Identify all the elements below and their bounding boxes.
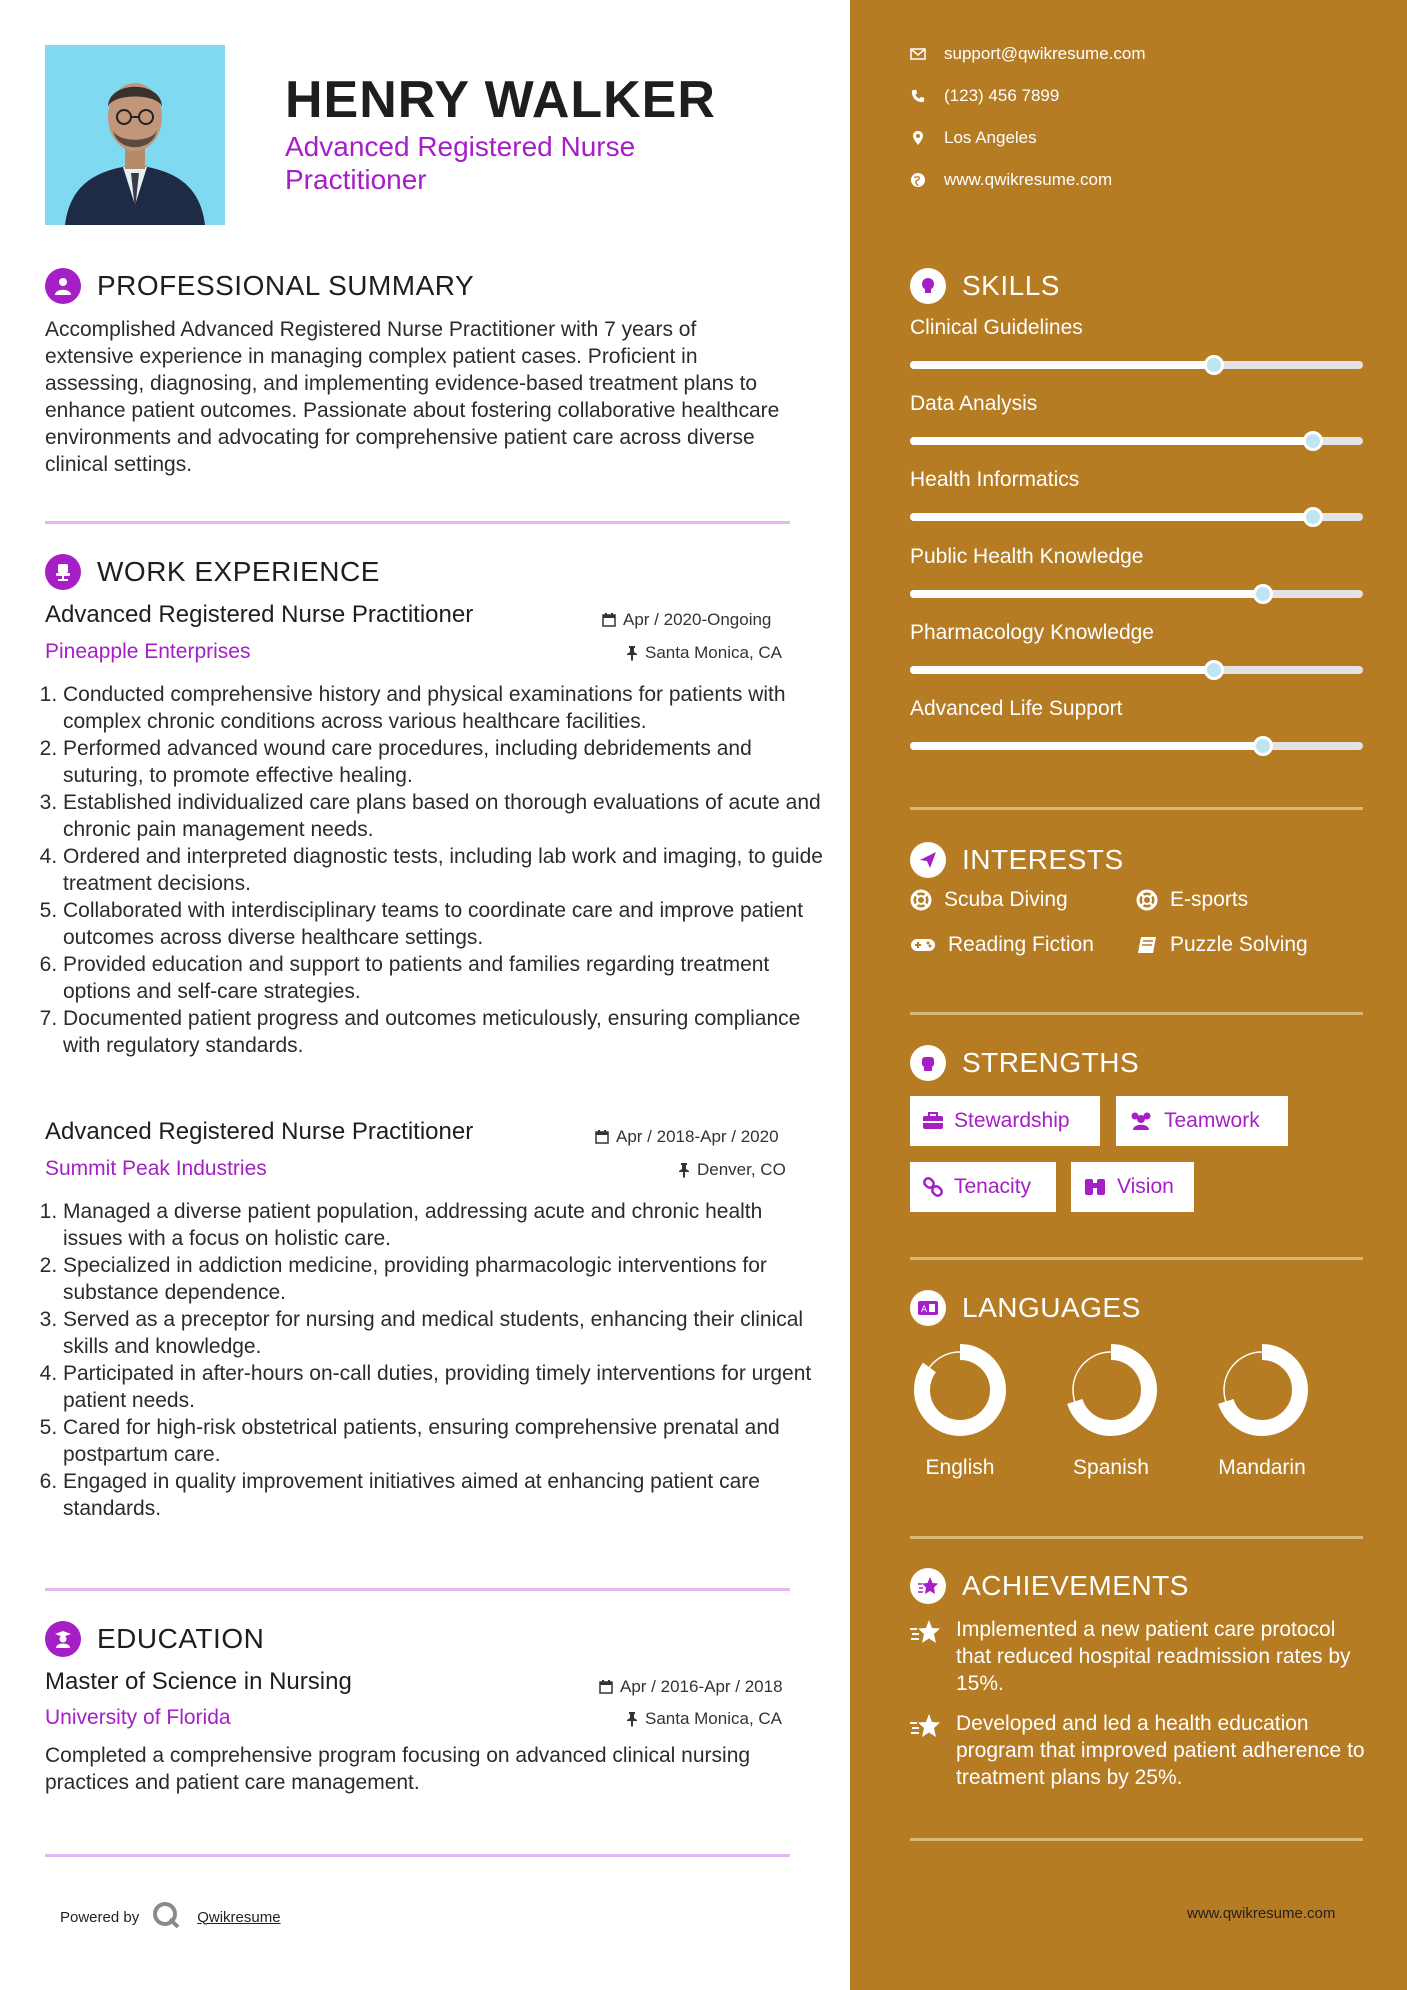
strength-chip	[910, 1096, 1100, 1146]
interest-item	[1136, 933, 1308, 957]
job-location-text: Denver, CO	[697, 1160, 786, 1179]
education-text: Completed a comprehensive program focusing on advanced clinical nursing practices and patient care management.	[45, 1744, 751, 1794]
strength-label: Vision	[1117, 1175, 1174, 1198]
skill-name: Data Analysis	[910, 392, 1038, 415]
languages-heading	[910, 1290, 1141, 1326]
interest-item	[910, 888, 1068, 912]
interest-label: Reading Fiction	[948, 933, 1094, 956]
achievement-text: Developed and led a health education program that improved patient adherence to treatment plans by 25%.	[956, 1712, 1365, 1789]
interest-item	[910, 933, 1094, 957]
duty-item: 3. Served as a preceptor for nursing and medical students, enhancing their clinical skills and knowledge.	[63, 1306, 823, 1360]
skill-name: Pharmacology Knowledge	[910, 621, 1154, 644]
sidebar-divider	[910, 1012, 1363, 1015]
contact-email-text: support@qwikresume.com	[944, 44, 1146, 63]
skill-knob	[1204, 355, 1224, 375]
sidebar-divider	[910, 1838, 1363, 1841]
users-icon	[1128, 1111, 1154, 1131]
skill-knob	[1204, 660, 1224, 680]
skill-bar	[910, 666, 1363, 674]
job-location	[678, 1160, 786, 1180]
job-dates-text: Apr / 2020-Ongoing	[623, 610, 772, 629]
fist-icon	[910, 1045, 946, 1081]
language-label: Mandarin	[1218, 1456, 1306, 1479]
graduate-icon	[45, 1621, 81, 1657]
book-icon	[1136, 935, 1158, 955]
interest-label: Scuba Diving	[944, 888, 1068, 911]
skill-bar	[910, 513, 1363, 521]
summary-heading	[45, 268, 474, 304]
calendar-icon	[595, 1130, 609, 1144]
skill-name: Clinical Guidelines	[910, 316, 1083, 339]
company-name: Summit Peak Industries	[45, 1157, 267, 1180]
star-icon	[910, 1619, 942, 1645]
degree-title: Master of Science in Nursing	[45, 1668, 352, 1695]
education-location-text: Santa Monica, CA	[645, 1709, 783, 1728]
job-location-text: Santa Monica, CA	[645, 643, 783, 662]
strengths-heading-text: STRENGTHS	[962, 1047, 1140, 1078]
language-ring	[910, 1340, 1010, 1440]
candidate-name: HENRY WALKER	[285, 71, 716, 129]
education-dates-text: Apr / 2016-Apr / 2018	[620, 1677, 783, 1696]
footer-credit	[60, 1900, 281, 1934]
footer-website[interactable]: www.qwikresume.com	[1187, 1905, 1336, 1922]
duty-item: 6. Engaged in quality improvement initiatives aimed at enhancing patient care standards.	[63, 1468, 823, 1522]
language-ring	[1212, 1340, 1312, 1440]
binoculars-icon	[1083, 1177, 1107, 1197]
skill-name: Advanced Life Support	[910, 697, 1123, 720]
job-dates	[595, 1127, 779, 1147]
star-icon	[910, 1713, 942, 1739]
contact-phone-text: (123) 456 7899	[944, 86, 1060, 105]
contact-website	[910, 170, 1112, 190]
strength-chip	[1116, 1096, 1288, 1146]
language-ring	[1061, 1340, 1161, 1440]
skill-name: Public Health Knowledge	[910, 545, 1144, 568]
achievement-text: Implemented a new patient care protocol that reduced hospital readmission rates by 15%.	[956, 1618, 1351, 1695]
chair-icon	[45, 554, 81, 590]
achievements-heading	[910, 1568, 1189, 1604]
pin-icon	[626, 1711, 638, 1727]
skill-bar	[910, 437, 1363, 445]
gamepad-icon	[910, 936, 936, 954]
duty-item: 3. Established individualized care plans based on thorough evaluations of acute and chronic pain management needs.	[63, 789, 823, 843]
duty-item: 4. Ordered and interpreted diagnostic tests, including lab work and imaging, to guide treatment decisions.	[63, 843, 823, 897]
duty-item: 1. Conducted comprehensive history and physical examinations for patients with complex chronic conditions across various healthcare facilities.	[63, 681, 823, 735]
link-icon	[922, 1176, 944, 1198]
svg-text:A: A	[921, 1305, 928, 1315]
duty-list	[45, 1198, 823, 1522]
skill-fill	[910, 361, 1214, 369]
duty-item: 7. Documented patient progress and outcomes meticulously, ensuring compliance with regulatory standards.	[63, 1005, 823, 1059]
contact-phone	[910, 86, 1059, 106]
skills-heading-text: SKILLS	[962, 270, 1060, 301]
job-title: Advanced Registered Nurse Practitioner	[45, 1118, 474, 1145]
language-label: Spanish	[1073, 1456, 1149, 1479]
achievement-item	[910, 1710, 1370, 1791]
section-divider	[45, 521, 790, 524]
duty-item: 1. Managed a diverse patient population, addressing acute and chronic health issues with a focus on holistic care.	[63, 1198, 823, 1252]
summary-text: Accomplished Advanced Registered Nurse Practitioner with 7 years of extensive experience in managing complex patient cases. Proficient in assessing, diagnosing, and implementing evidence-based treatment plans to enhance patient outcomes. Passionate about fostering collaborative healthcare environments and advocating for comprehensive patient care across diverse clinical settings.	[45, 318, 780, 476]
duty-item: 4. Participated in after-hours on-call duties, providing timely interventions for urgent patient needs.	[63, 1360, 823, 1414]
lifebuoy-icon	[910, 889, 932, 911]
skill-bar	[910, 361, 1363, 369]
qwikresume-link[interactable]: Qwikresume	[197, 1908, 281, 1926]
skills-heading	[910, 268, 1060, 304]
duty-item: 2. Specialized in addiction medicine, providing pharmacologic interventions for substance dependence.	[63, 1252, 823, 1306]
duty-item: 6. Provided education and support to patients and families regarding treatment options and self-care strategies.	[63, 951, 823, 1005]
interests-heading	[910, 842, 1124, 878]
star-badge-icon	[910, 1568, 946, 1604]
skill-bar	[910, 590, 1363, 598]
skill-name: Health Informatics	[910, 468, 1080, 491]
pin-icon	[626, 645, 638, 661]
duty-item: 2. Performed advanced wound care procedures, including debridements and suturing, to promote effective healing.	[63, 735, 823, 789]
education-heading	[45, 1621, 264, 1657]
section-divider	[45, 1854, 790, 1857]
powered-by-label: Powered by	[60, 1908, 140, 1926]
map-marker-icon	[910, 130, 926, 146]
summary-heading-text: PROFESSIONAL SUMMARY	[97, 270, 475, 301]
section-divider	[45, 1588, 790, 1591]
sidebar-divider	[910, 1257, 1363, 1260]
sidebar-divider	[910, 1536, 1363, 1539]
interest-item	[1136, 888, 1248, 912]
duty-list	[45, 681, 823, 1059]
profile-photo	[45, 45, 225, 225]
paper-plane-icon	[910, 842, 946, 878]
skill-fill	[910, 513, 1313, 521]
experience-heading-text: WORK EXPERIENCE	[97, 556, 380, 587]
strength-label: Tenacity	[954, 1175, 1032, 1198]
skill-fill	[910, 437, 1313, 445]
language-label: English	[925, 1456, 995, 1479]
strength-chip	[1071, 1162, 1194, 1212]
interest-label: E-sports	[1170, 888, 1249, 911]
skill-fill	[910, 590, 1263, 598]
education-heading-text: EDUCATION	[97, 1623, 265, 1654]
experience-heading	[45, 554, 380, 590]
job-title: Advanced Registered Nurse Practitioner	[45, 601, 474, 628]
achievements-heading-text: ACHIEVEMENTS	[962, 1570, 1189, 1601]
pin-icon	[678, 1162, 690, 1178]
lightbulb-icon	[910, 268, 946, 304]
company-name: Pineapple Enterprises	[45, 640, 251, 663]
strength-chip	[910, 1162, 1056, 1212]
lifebuoy-icon	[1136, 889, 1158, 911]
candidate-title: Advanced Registered Nurse Practitioner	[285, 131, 636, 195]
contact-location-text: Los Angeles	[944, 128, 1037, 147]
education-location	[626, 1709, 782, 1729]
contact-location	[910, 128, 1037, 148]
strength-label: Teamwork	[1164, 1109, 1260, 1132]
phone-icon	[910, 89, 926, 103]
calendar-icon	[602, 613, 616, 627]
contact-website-text: www.qwikresume.com	[944, 170, 1113, 189]
contact-email	[910, 44, 1146, 64]
calendar-icon	[599, 1680, 613, 1694]
school-name: University of Florida	[45, 1706, 231, 1729]
achievement-item	[910, 1616, 1370, 1697]
interests-heading-text: INTERESTS	[962, 844, 1124, 875]
skill-fill	[910, 742, 1263, 750]
translate-icon	[910, 1290, 946, 1326]
languages-heading-text: LANGUAGES	[962, 1292, 1141, 1323]
user-icon	[45, 268, 81, 304]
strengths-heading	[910, 1045, 1139, 1081]
job-dates	[602, 610, 771, 630]
duty-item: 5. Collaborated with interdisciplinary teams to coordinate care and improve patient outcomes across diverse healthcare settings.	[63, 897, 823, 951]
briefcase-icon	[922, 1112, 944, 1130]
globe-icon	[910, 172, 926, 188]
sidebar-divider	[910, 807, 1363, 810]
duty-item: 5. Cared for high-risk obstetrical patients, ensuring comprehensive prenatal and postpartum care.	[63, 1414, 823, 1468]
interest-label: Puzzle Solving	[1170, 933, 1308, 956]
envelope-icon	[910, 48, 926, 60]
job-dates-text: Apr / 2018-Apr / 2020	[616, 1127, 779, 1146]
skill-fill	[910, 666, 1214, 674]
job-location	[626, 643, 782, 663]
qwikresume-logo-icon	[151, 1900, 181, 1934]
strength-label: Stewardship	[954, 1109, 1070, 1132]
skill-bar	[910, 742, 1363, 750]
education-dates	[599, 1677, 783, 1697]
